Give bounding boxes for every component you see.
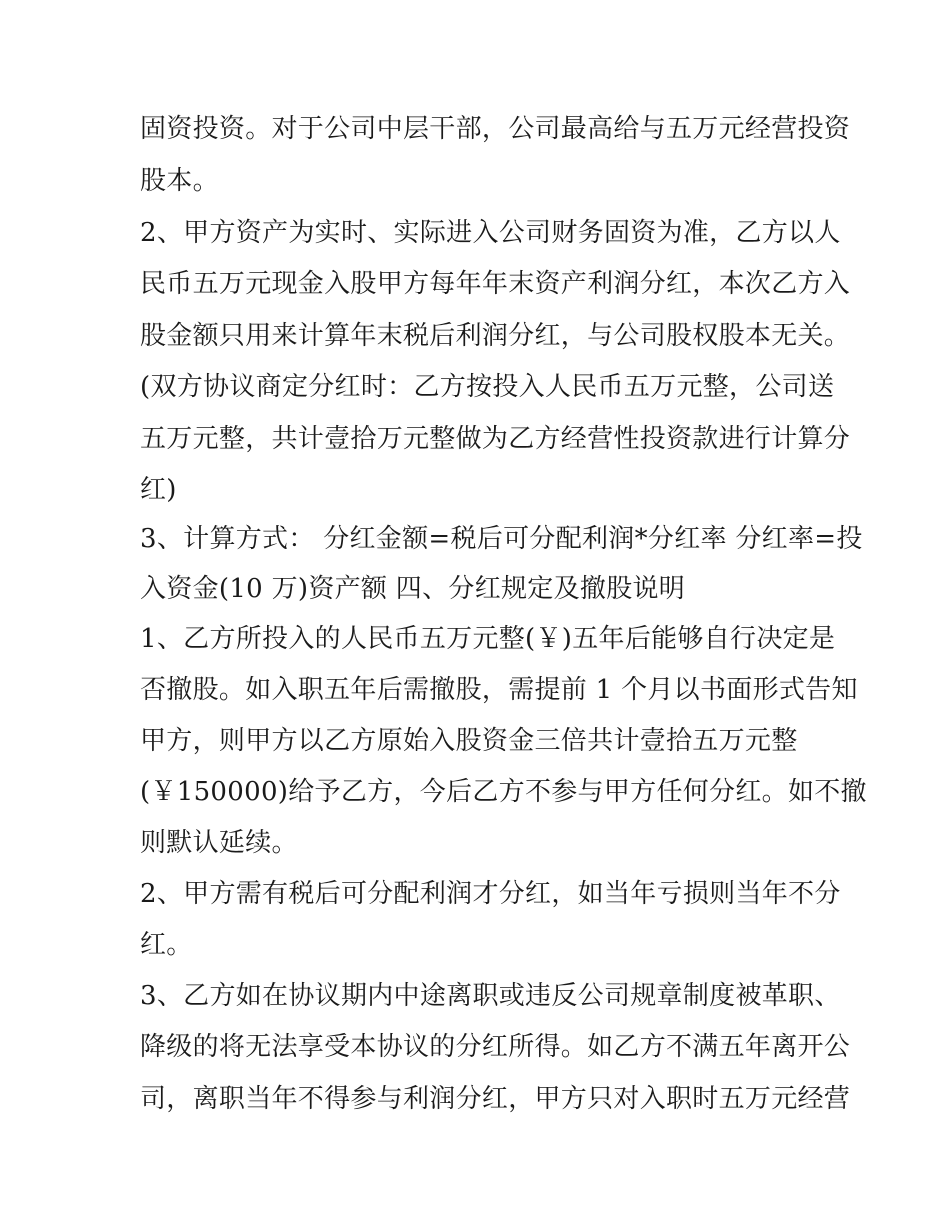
- text-line: (双方协议商定分红时：乙方按投入人民币五万元整，公司送: [140, 372, 835, 402]
- text-line: 入资金(10 万)资产额 四、分红规定及撤股说明: [140, 574, 686, 604]
- text-line: 五万元整，共计壹拾万元整做为乙方经营性投资款进行计算分: [140, 424, 851, 454]
- text-line: 3、计算方式： 分红金额=税后可分配利润*分红率 分红率=投: [140, 524, 863, 554]
- text-line: 司，离职当年不得参与利润分红，甲方只对入职时五万元经营: [140, 1084, 851, 1114]
- text-line: 固资投资。对于公司中层干部，公司最高给与五万元经营投资: [140, 114, 851, 144]
- text-line: 1、乙方所投入的人民币五万元整(￥)五年后能够自行决定是: [140, 624, 836, 654]
- text-line: (￥150000)给予乙方，今后乙方不参与甲方任何分红。如不撤: [140, 777, 867, 807]
- text-line: 降级的将无法享受本协议的分红所得。如乙方不满五年离开公: [140, 1032, 851, 1062]
- text-line: 则默认延续。: [140, 828, 298, 858]
- text-line: 否撤股。如入职五年后需撤股，需提前 1 个月以书面形式告知: [140, 675, 858, 705]
- text-line: 2、甲方资产为实时、实际进入公司财务固资为准，乙方以人: [140, 218, 841, 248]
- text-line: 股本。: [140, 166, 219, 196]
- text-line: 股金额只用来计算年末税后利润分红，与公司股权股本无关。: [140, 321, 851, 351]
- text-line: 红): [140, 475, 177, 505]
- text-line: 甲方，则甲方以乙方原始入股资金三倍共计壹拾五万元整: [140, 726, 798, 756]
- text-line: 红。: [140, 930, 193, 960]
- text-line: 民币五万元现金入股甲方每年年末资产利润分红，本次乙方入: [140, 269, 851, 299]
- text-line: 2、甲方需有税后可分配利润才分红，如当年亏损则当年不分: [140, 879, 841, 909]
- text-line: 3、乙方如在协议期内中途离职或违反公司规章制度被革职、: [140, 981, 841, 1011]
